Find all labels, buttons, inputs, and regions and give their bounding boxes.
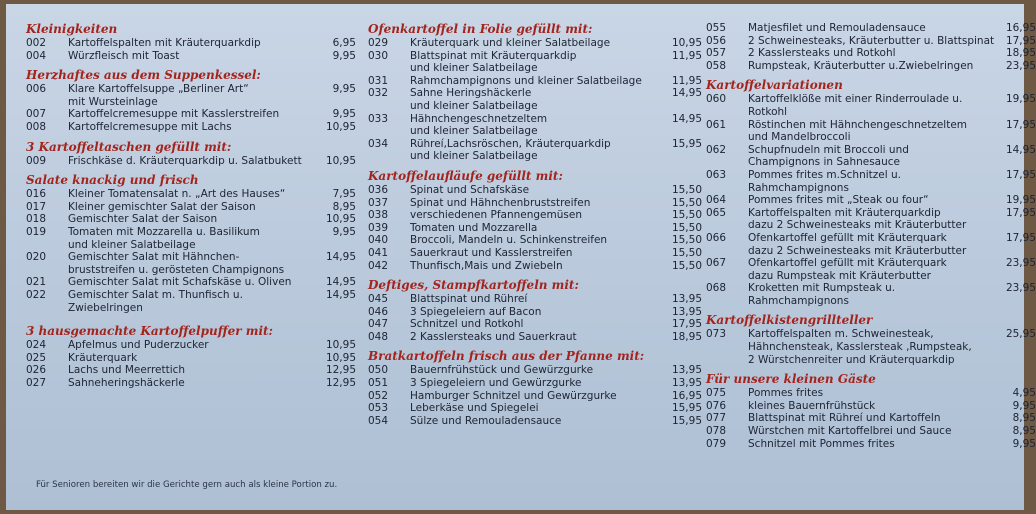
item-price: 23,95: [1005, 257, 1036, 270]
item-price: 15,95: [671, 414, 702, 427]
menu-section: [26, 140, 356, 168]
item-price: 7,95: [332, 188, 356, 201]
item-description: Tomaten mit Mozzarella u. Basilikum: [68, 225, 260, 238]
item-number: 030: [368, 49, 389, 62]
item-description: Rahmchampignons und kleiner Salatbeilage: [410, 74, 642, 87]
item-price: 12,95: [325, 364, 356, 377]
item-description: kleines Bauernfrühstück: [748, 399, 876, 412]
item-number: 018: [26, 213, 47, 226]
item-description: Blattspinat und Rühreí: [410, 293, 528, 306]
item-description: Kroketten mit Rumpsteak u. Rahmchampignons: [748, 282, 896, 307]
item-description: Schnitzel und Rotkohl: [410, 318, 524, 331]
item-description: Apfelmus und Puderzucker: [68, 339, 209, 352]
menu-item: [706, 412, 1036, 425]
item-description: Broccoli, Mandeln u. Schinkenstreifen: [410, 234, 608, 247]
item-number: 062: [706, 143, 727, 156]
item-price: 8,95: [1012, 425, 1036, 438]
item-price: 13,95: [671, 377, 702, 390]
item-price: 10,95: [325, 120, 356, 133]
item-number: 034: [368, 137, 389, 150]
menu-item: [368, 331, 702, 344]
item-description: Gemischter Salat der Saison: [68, 213, 218, 226]
item-description: Sahne Heringshäckerle: [410, 87, 532, 100]
menu-item: [368, 50, 702, 75]
item-price: 11,95: [671, 49, 702, 62]
item-number: 063: [706, 168, 727, 181]
menu-item: [706, 194, 1036, 207]
item-number: 046: [368, 305, 389, 318]
item-description: Kleiner gemischter Salat der Saison: [68, 200, 256, 213]
item-description: Hamburger Schnitzel und Gewürzgurke: [410, 389, 617, 402]
item-number: 009: [26, 154, 47, 167]
item-description: mit Wursteinlage: [68, 95, 158, 108]
section-title: Kartoffelvariationen: [706, 78, 843, 93]
item-description: Rumpsteak, Kräuterbutter u.Zwiebelringen: [748, 59, 974, 72]
item-price: 15,50: [671, 234, 702, 247]
item-number: 051: [368, 377, 389, 390]
menu-item: [26, 339, 356, 352]
item-number: 039: [368, 221, 389, 234]
menu-item: [706, 425, 1036, 438]
menu-item: [368, 260, 702, 273]
menu-item: [26, 364, 356, 377]
item-price: 6,95: [332, 37, 356, 49]
item-description: 3 Spiegeleiern und Gewürzgurke: [410, 377, 582, 390]
item-description: dazu 2 Schweinesteaks mit Kräuterbutter: [748, 244, 967, 257]
item-price: 17,95: [1005, 231, 1036, 244]
item-price: 19,95: [1005, 93, 1036, 106]
item-number: 078: [706, 425, 727, 438]
item-number: 048: [368, 330, 389, 343]
item-description: und kleiner Salatbeilage: [410, 150, 538, 163]
item-price: 10,95: [671, 37, 702, 49]
menu-item: [368, 138, 702, 163]
senior-portion-note: Für Senioren bereiten wir die Gerichte gern auch als kleine Portion zu.: [36, 480, 338, 490]
menu-item: [706, 438, 1036, 451]
menu-item: [368, 377, 702, 390]
menu-item: [706, 328, 1036, 366]
item-number: 006: [26, 83, 47, 96]
item-price: 10,95: [325, 351, 356, 364]
item-number: 055: [706, 22, 727, 34]
item-description: Kartoffelcremesuppe mit Kasslerstreifen: [68, 108, 280, 121]
item-number: 076: [706, 399, 727, 412]
item-description: Kleiner Tomatensalat n. „Art des Hauses“: [68, 188, 286, 201]
menu-column-middle: [368, 22, 702, 433]
item-description: 2 Schweinesteaks, Kräuterbutter u. Blattspinat: [748, 34, 995, 47]
menu-item: [368, 184, 702, 197]
item-number: 050: [368, 364, 389, 377]
item-description: Frischkäse d. Kräuterquarkdip u. Salatbukett: [68, 154, 302, 167]
item-price: 18,95: [671, 330, 702, 343]
item-description: Kartoffelspalten mit Kräuterquarkdip: [68, 37, 261, 49]
menu-item: [368, 306, 702, 319]
item-price: 17,95: [1005, 206, 1036, 219]
section-title: Deftiges, Stampfkartoffeln mit:: [368, 278, 579, 293]
item-price: 15,50: [671, 183, 702, 196]
item-price: 19,95: [1005, 194, 1036, 207]
menu-item: [26, 213, 356, 226]
item-price: 18,95: [1005, 47, 1036, 60]
menu-item: [706, 35, 1036, 48]
item-description: und kleiner Salatbeilage: [410, 99, 538, 112]
menu-item: [26, 50, 356, 63]
item-price: 15,50: [671, 221, 702, 234]
menu-item: [26, 188, 356, 201]
item-description: Klare Kartoffelsuppe „Berliner Art“: [68, 83, 249, 96]
item-description: Pommes frites: [748, 387, 824, 400]
item-description: Tomaten und Mozzarella: [410, 221, 538, 234]
item-number: 057: [706, 47, 727, 60]
item-number: 058: [706, 59, 727, 72]
item-number: 056: [706, 34, 727, 47]
item-number: 029: [368, 37, 389, 49]
item-description: Leberkäse und Spiegelei: [410, 402, 539, 415]
menu-item: [368, 415, 702, 428]
menu-item: [368, 87, 702, 112]
menu-section: [706, 372, 1036, 450]
item-number: 077: [706, 412, 727, 425]
item-number: 075: [706, 387, 727, 400]
item-description: 3 Spiegeleiern auf Bacon: [410, 305, 542, 318]
item-description: Sülze und Remouladensauce: [410, 414, 562, 427]
item-description: bruststreifen u. gerösteten Champignons: [68, 263, 285, 276]
menu-item: [706, 257, 1036, 282]
item-price: 13,95: [671, 305, 702, 318]
item-description: Gemischter Salat mit Hähnchen-: [68, 251, 240, 264]
item-number: 045: [368, 293, 389, 306]
item-price: 4,95: [1012, 387, 1036, 400]
item-number: 060: [706, 93, 727, 106]
item-description: Gemischter Salat mit Schafskäse u. Oliven: [68, 276, 292, 289]
menu-item: [706, 282, 1036, 307]
menu-item: [706, 387, 1036, 400]
menu-item: [368, 234, 702, 247]
item-description: Blattspinat mit Kräuterquarkdip: [410, 49, 577, 62]
item-price: 15,50: [671, 259, 702, 272]
menu-section: [26, 68, 356, 133]
section-title: Herzhaftes aus dem Suppenkessel:: [26, 68, 261, 83]
item-number: 061: [706, 118, 727, 131]
item-description: Sahneheringshäckerle: [68, 376, 185, 389]
menu-item: [26, 352, 356, 365]
item-number: 025: [26, 351, 47, 364]
section-title: 3 hausgemachte Kartoffelpuffer mit:: [26, 324, 273, 339]
item-number: 031: [368, 74, 389, 87]
item-price: 25,95: [1005, 328, 1036, 341]
item-price: 9,95: [1012, 399, 1036, 412]
item-description: Kartoffelcremesuppe mit Lachs: [68, 120, 232, 133]
item-description: Champignons in Sahnesauce: [748, 156, 901, 169]
item-number: 042: [368, 259, 389, 272]
item-price: 14,95: [1005, 143, 1036, 156]
item-number: 026: [26, 364, 47, 377]
item-number: 052: [368, 389, 389, 402]
item-price: 9,95: [332, 83, 356, 96]
menu-column-right: [706, 22, 1036, 456]
item-price: 8,95: [1012, 412, 1036, 425]
item-description: Thunfisch,Mais und Zwiebeln: [410, 259, 563, 272]
item-price: 10,95: [325, 213, 356, 226]
item-description: Spinat und Schafskäse: [410, 183, 530, 196]
menu-section: [26, 173, 356, 314]
item-description: Hähnchensteak, Kasslersteak ,Rumpsteak,: [748, 341, 972, 354]
item-description: dazu Rumpsteak mit Kräuterbutter: [748, 269, 931, 282]
item-number: 047: [368, 318, 389, 331]
item-description: Würzfleisch mit Toast: [68, 49, 180, 62]
item-description: 2 Kasslersteaks und Rotkohl: [748, 47, 896, 60]
item-price: 15,95: [671, 137, 702, 150]
menu-item: [706, 47, 1036, 60]
item-description: Sauerkraut und Kasslerstreifen: [410, 246, 573, 259]
item-description: 2 Würstchenreiter und Kräuterquarkdip: [748, 353, 955, 366]
item-number: 016: [26, 188, 47, 201]
item-price: 11,95: [671, 74, 702, 87]
menu-section: [26, 324, 356, 389]
menu-item: [706, 22, 1036, 35]
item-description: Blattspinat mit Rühreí und Kartoffeln: [748, 412, 941, 425]
item-description: Röstinchen mit Hähnchengeschnetzeltem: [748, 118, 968, 131]
menu-item: [706, 169, 1036, 194]
item-number: 064: [706, 194, 727, 207]
menu-item: [706, 207, 1036, 232]
menu-item: [706, 232, 1036, 257]
menu-item: [26, 251, 356, 276]
item-description: Ofenkartoffel gefüllt mit Kräuterquark: [748, 231, 947, 244]
menu-item: [26, 377, 356, 390]
item-description: Kräuterquark: [68, 351, 138, 364]
menu-section: [706, 313, 1036, 366]
item-price: 16,95: [1005, 22, 1036, 34]
item-price: 15,50: [671, 246, 702, 259]
menu-item: [26, 226, 356, 251]
item-price: 10,95: [325, 154, 356, 167]
item-description: Zwiebelringen: [68, 301, 143, 314]
item-description: Bauernfrühstück und Gewürzgurke: [410, 364, 594, 377]
item-number: 033: [368, 112, 389, 125]
item-description: Schupfnudeln mit Broccoli und: [748, 143, 909, 156]
menu-item: [368, 318, 702, 331]
item-description: Kartoffelspalten mit Kräuterquarkdip: [748, 206, 941, 219]
menu-item: [26, 121, 356, 134]
menu-item: [706, 60, 1036, 73]
section-title: Kartoffelkistengrillteller: [706, 313, 873, 328]
item-description: Rühreí,Lachsröschen, Kräuterquarkdip: [410, 137, 611, 150]
item-number: 079: [706, 437, 727, 450]
item-price: 14,95: [671, 112, 702, 125]
menu-item: [706, 144, 1036, 169]
item-price: 12,95: [325, 376, 356, 389]
item-number: 036: [368, 183, 389, 196]
section-title: Kleinigkeiten: [26, 22, 118, 36]
item-number: 002: [26, 37, 47, 49]
item-price: 14,95: [325, 276, 356, 289]
item-number: 022: [26, 288, 47, 301]
menu-item: [368, 293, 702, 306]
menu-item: [368, 364, 702, 377]
item-price: 9,95: [332, 225, 356, 238]
item-description: Ofenkartoffel gefüllt mit Kräuterquark: [748, 257, 947, 270]
item-description: und Mandelbroccoli: [748, 131, 851, 144]
item-price: 9,95: [332, 49, 356, 62]
item-price: 23,95: [1005, 59, 1036, 72]
menu-section: [706, 78, 1036, 307]
item-price: 14,95: [325, 251, 356, 264]
section-title: Für unsere kleinen Gäste: [706, 372, 876, 387]
item-description: Lachs und Meerrettich: [68, 364, 186, 377]
item-number: 024: [26, 339, 47, 352]
item-description: Schnitzel mit Pommes frites: [748, 437, 895, 450]
item-number: 008: [26, 120, 47, 133]
item-price: 17,95: [1005, 118, 1036, 131]
item-number: 053: [368, 402, 389, 415]
item-number: 073: [706, 328, 727, 341]
item-description: Kartoffelklöße mit einer Rinderroulade u.: [748, 93, 963, 106]
menu-item: [26, 201, 356, 214]
item-description: Pommes frites mit „Steak ou four“: [748, 194, 929, 207]
menu-item: [706, 119, 1036, 144]
item-number: 007: [26, 108, 47, 121]
item-number: 019: [26, 225, 47, 238]
menu-card: [6, 4, 1036, 510]
item-number: 037: [368, 196, 389, 209]
section-title: Ofenkartoffel in Folie gefüllt mit:: [368, 22, 593, 36]
menu-item: [26, 155, 356, 168]
item-number: 065: [706, 206, 727, 219]
item-number: 066: [706, 231, 727, 244]
item-description: und kleiner Salatbeilage: [68, 238, 196, 251]
menu-item: [26, 276, 356, 289]
item-description: Matjesfilet und Remouladensauce: [748, 22, 926, 34]
item-number: 068: [706, 282, 727, 295]
item-description: verschiedenen Pfannengemüsen: [410, 209, 582, 222]
item-description: Kartoffelspalten m. Schweinesteak,: [748, 328, 934, 341]
menu-item: [368, 247, 702, 260]
menu-item: [368, 37, 702, 50]
menu-section: [368, 22, 702, 163]
menu-item: [26, 83, 356, 108]
item-description: Hähnchengeschnetzeltem: [410, 112, 548, 125]
item-description: 2 Kasslersteaks und Sauerkraut: [410, 330, 577, 343]
item-description: Pommes frites m.Schnitzel u. Rahmchampignons: [748, 168, 901, 194]
item-description: dazu 2 Schweinesteaks mit Kräuterbutter: [748, 219, 967, 232]
menu-column-left: [26, 22, 356, 395]
menu-item: [706, 400, 1036, 413]
section-title: Bratkartoffeln frisch aus der Pfanne mit:: [368, 349, 645, 364]
menu-item: [368, 209, 702, 222]
item-number: 020: [26, 251, 47, 264]
item-description: Rotkohl: [748, 105, 788, 118]
item-number: 032: [368, 87, 389, 100]
item-price: 15,50: [671, 196, 702, 209]
section-title: Salate knackig und frisch: [26, 173, 199, 188]
item-price: 14,95: [671, 87, 702, 100]
item-price: 9,95: [332, 108, 356, 121]
item-number: 004: [26, 49, 47, 62]
item-description: Gemischter Salat m. Thunfisch u.: [68, 288, 243, 301]
menu-section: [26, 22, 356, 62]
item-number: 040: [368, 234, 389, 247]
item-price: 23,95: [1005, 282, 1036, 295]
item-description: Kräuterquark und kleiner Salatbeilage: [410, 37, 611, 49]
menu-item: [368, 113, 702, 138]
menu-item: [26, 289, 356, 314]
item-price: 17,95: [671, 318, 702, 331]
item-number: 017: [26, 200, 47, 213]
item-price: 17,95: [1005, 34, 1036, 47]
menu-item: [368, 222, 702, 235]
item-price: 15,95: [671, 402, 702, 415]
item-price: 15,50: [671, 209, 702, 222]
item-price: 9,95: [1012, 437, 1036, 450]
menu-item: [368, 75, 702, 88]
item-price: 16,95: [671, 389, 702, 402]
menu-item: [368, 197, 702, 210]
item-price: 14,95: [325, 288, 356, 301]
menu-section: [368, 349, 702, 427]
item-price: 8,95: [332, 200, 356, 213]
section-title: 3 Kartoffeltaschen gefüllt mit:: [26, 139, 232, 154]
item-number: 038: [368, 209, 389, 222]
item-description: und kleiner Salatbeilage: [410, 125, 538, 138]
menu-item: [368, 390, 702, 403]
menu-section: [368, 278, 702, 343]
menu-item: [368, 402, 702, 415]
menu-item: [26, 37, 356, 50]
menu-section: [706, 22, 1036, 72]
menu-item: [706, 93, 1036, 118]
item-number: 041: [368, 246, 389, 259]
menu-section: [368, 169, 702, 272]
item-description: Spinat und Hähnchenbruststreifen: [410, 196, 591, 209]
item-number: 027: [26, 376, 47, 389]
item-number: 021: [26, 276, 47, 289]
item-description: Würstchen mit Kartoffelbrei und Sauce: [748, 425, 952, 438]
item-number: 054: [368, 414, 389, 427]
item-price: 10,95: [325, 339, 356, 352]
item-price: 13,95: [671, 293, 702, 306]
item-price: 13,95: [671, 364, 702, 377]
item-price: 17,95: [1005, 168, 1036, 181]
item-number: 067: [706, 257, 727, 270]
section-title: Kartoffelaufläufe gefüllt mit:: [368, 168, 563, 183]
item-description: und kleiner Salatbeilage: [410, 62, 538, 75]
menu-item: [26, 108, 356, 121]
